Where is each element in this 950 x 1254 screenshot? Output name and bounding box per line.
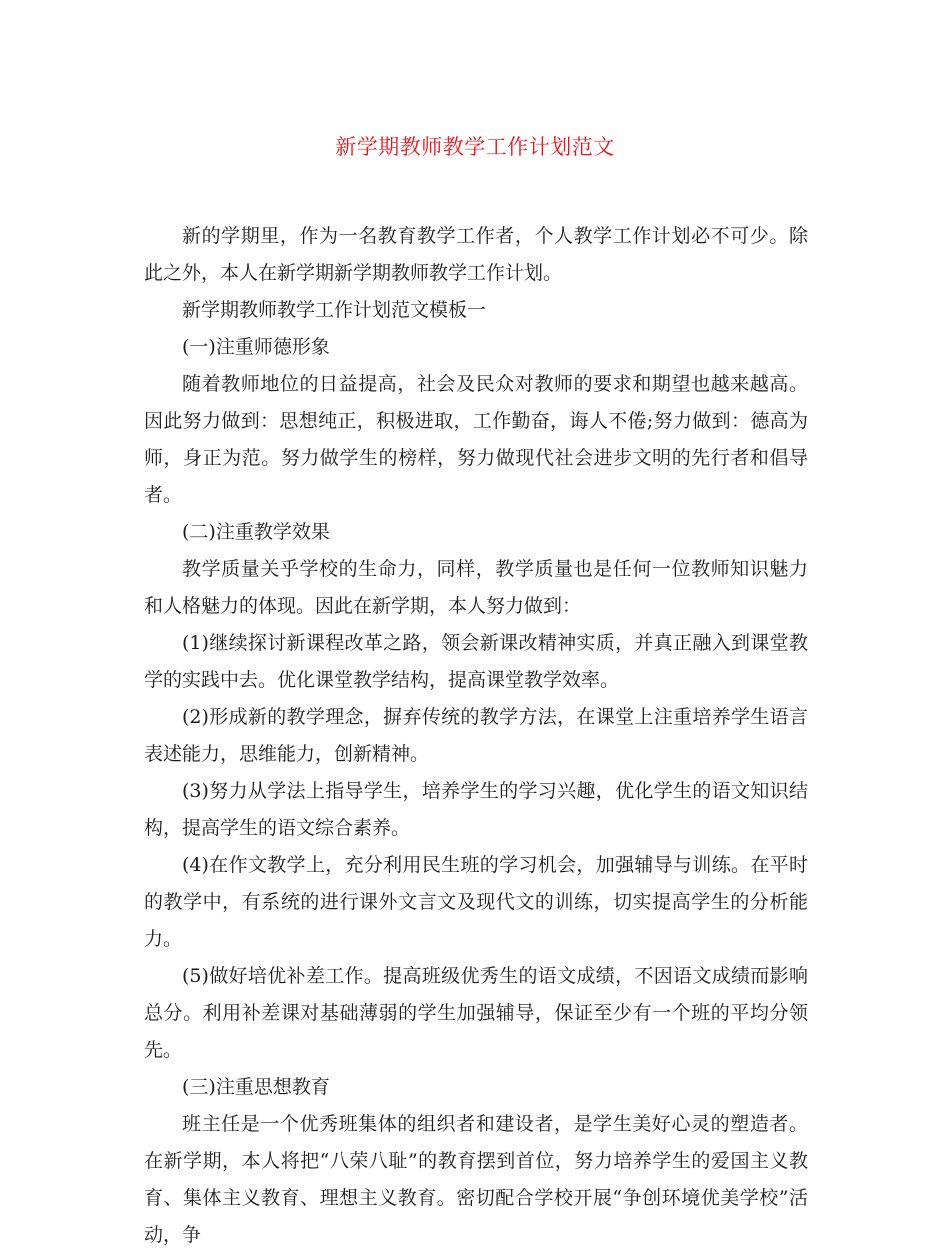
list-item-4: (4)在作文教学上，充分利用民生班的学习机会，加强辅导与训练。在平时的教学中，有系统的进行课外文言文及现代文的训练，切实提高学生的分析能力。 — [144, 854, 808, 950]
section-heading-2: (二)注重教学效果 — [182, 521, 330, 543]
paragraph-template-heading: 新学期教师教学工作计划范文模板一 — [182, 299, 487, 321]
list-item-3: (3)努力从学法上指导学生，培养学生的学习兴趣，优化学生的语文知识结构，提高学生的语文综合素养。 — [144, 780, 808, 839]
list-item-5: (5)做好培优补差工作。提高班级优秀生的语文成绩，不因语文成绩而影响总分。利用补差课对基础薄弱的学生加强辅导，保证至少有一个班的平均分领先。 — [144, 965, 808, 1061]
paragraph-intro: 新的学期里，作为一名教育教学工作者，个人教学工作计划必不可少。除此之外，本人在新学期新学期教师教学工作计划。 — [144, 225, 808, 284]
document-title: 新学期教师教学工作计划范文 — [335, 135, 615, 159]
section-heading-3: (三)注重思想教育 — [182, 1076, 330, 1098]
paragraph-section-1: 随着教师地位的日益提高，社会及民众对教师的要求和期望也越来越高。因此努力做到：思想纯正，积极进取，工作勤奋，诲人不倦;努力做到：德高为师，身正为范。努力做学生的榜样，努力做现代社会进步文明的先行者和倡导者。 — [144, 373, 808, 506]
list-item-1: (1)继续探讨新课程改革之路，领会新课改精神实质，并真正融入到课堂教学的实践中去。优化课堂教学结构，提高课堂教学效率。 — [144, 632, 808, 691]
paragraph-section-3: 班主任是一个优秀班集体的组织者和建设者，是学生美好心灵的塑造者。在新学期，本人将把“八荣八耻”的教育摆到首位，努力培养学生的爱国主义教育、集体主义教育、理想主义教育。密切配合学校开展“争创环境优美学校”活动，争 — [144, 1113, 808, 1246]
document-body — [144, 218, 808, 1254]
list-item-2: (2)形成新的教学理念，摒弃传统的教学方法，在课堂上注重培养学生语言表述能力，思维能力，创新精神。 — [144, 706, 808, 765]
section-heading-1: (一)注重师德形象 — [182, 336, 330, 358]
paragraph-section-2: 教学质量关乎学校的生命力，同样，教学质量也是任何一位教师知识魅力和人格魅力的体现。因此在新学期，本人努力做到： — [144, 558, 808, 617]
